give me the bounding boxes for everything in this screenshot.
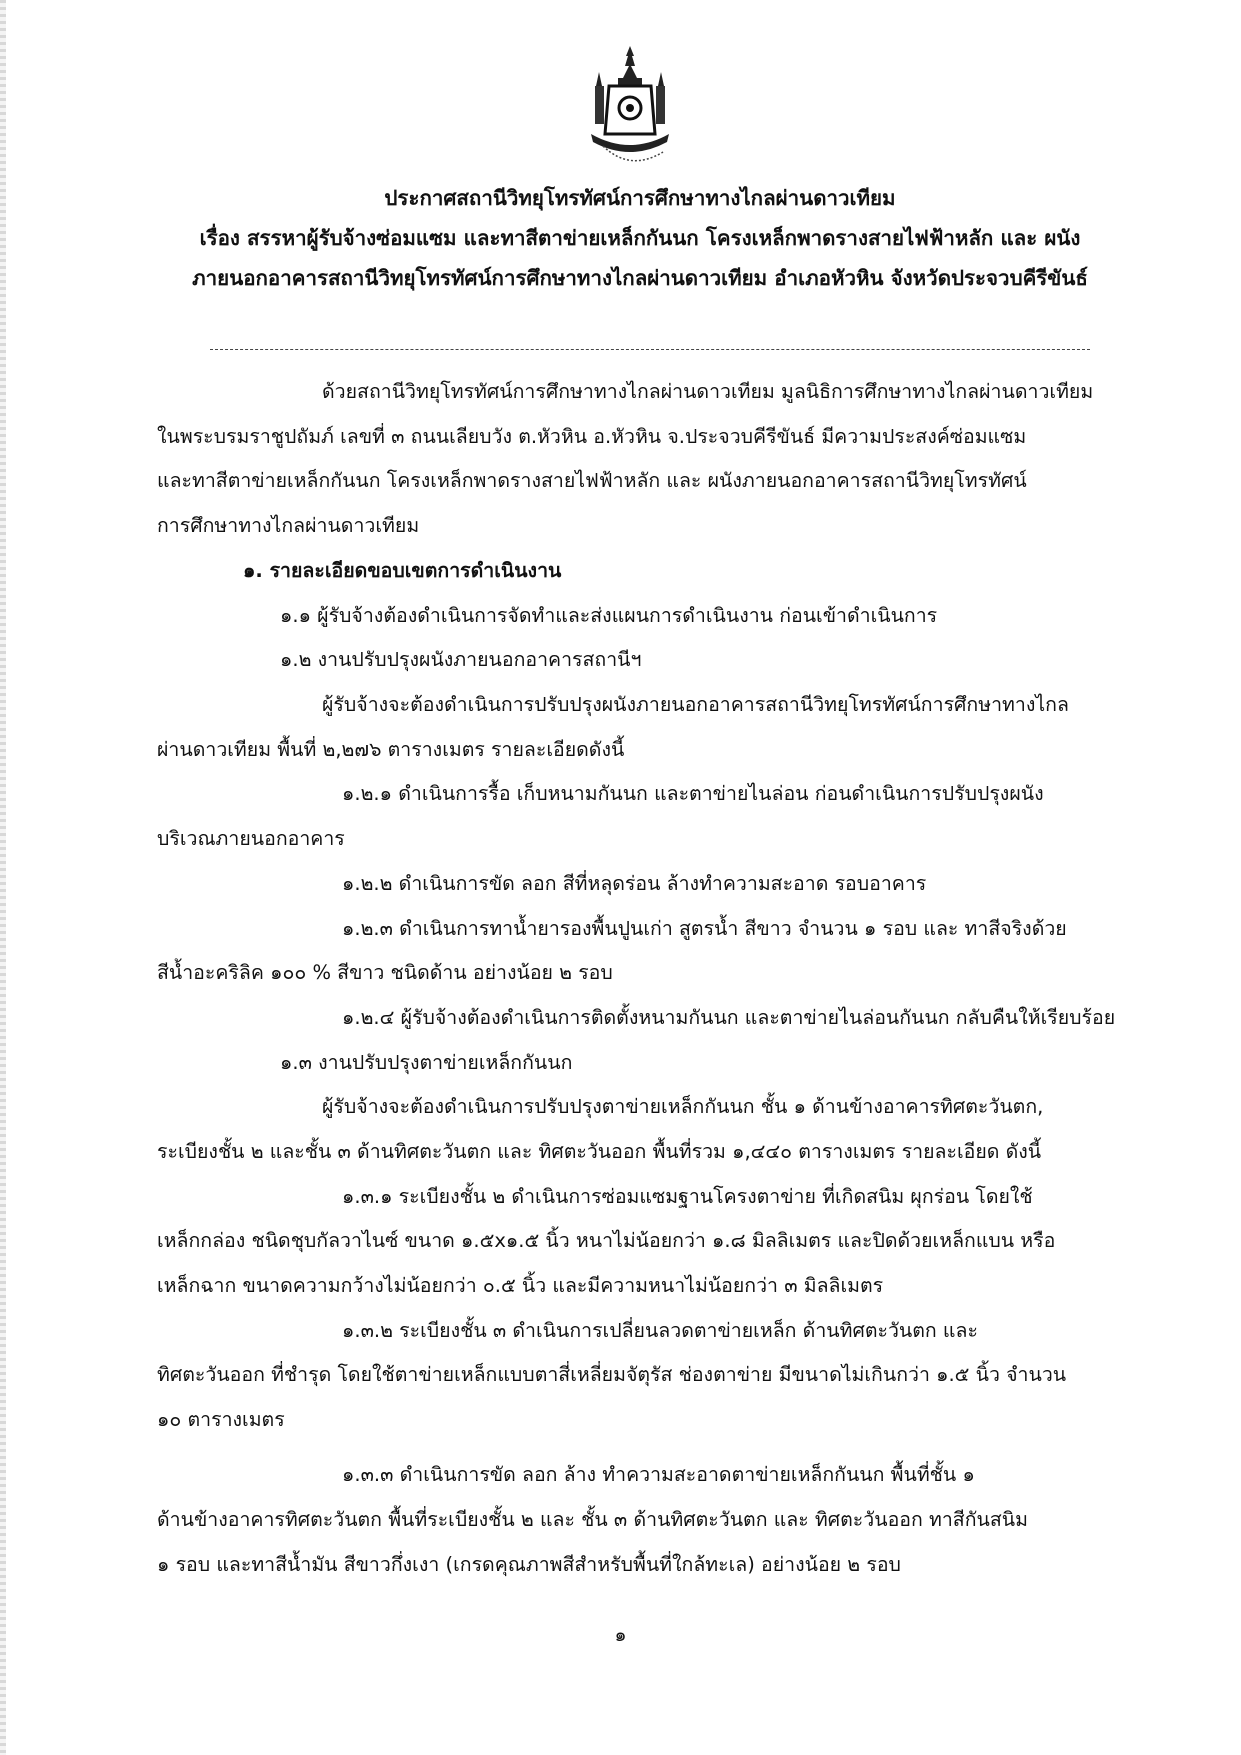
announcement-title: ประกาศสถานีวิทยุโทรทัศน์การศึกษาทางไกลผ่านดาวเทียม: [384, 186, 896, 210]
item-1-2-4: ๑.๒.๔ ผู้รับจ้างต้องดำเนินการติดตั้งหนามกันนก และตาข่ายไนล่อนกันนก กลับคืนให้เรียบร้อย: [342, 1006, 1116, 1029]
item-1-2-desc-line: ผ่านดาวเทียม พื้นที่ ๒,๒๗๖ ตารางเมตร รายละเอียดดังนี้: [157, 738, 625, 761]
item-1-3-3-line: ด้านข้างอาคารทิศตะวันตก พื้นที่ระเบียงชั้น ๒ และ ชั้น ๓ ด้านทิศตะวันตก และ ทิศตะวันออก ทาสีกันสนิม: [157, 1508, 1028, 1531]
item-1-2-3-line: สีน้ำอะคริลิค ๑๐๐ % สีขาว ชนิดด้าน อย่างน้อย ๒ รอบ: [157, 961, 613, 984]
announcement-subject-line-1: เรื่อง สรรหาผู้รับจ้างซ่อมแซม และทาสีตาข่ายเหล็กกันนก โครงเหล็กพาดรางสายไฟฟ้าหลัก และ ผนัง: [199, 226, 1081, 250]
announcement-subject-line-2: ภายนอกอาคารสถานีวิทยุโทรทัศน์การศึกษาทางไกลผ่านดาวเทียม อำเภอหัวหิน จังหวัดประจวบคีรีขันธ์: [192, 266, 1088, 290]
item-1-3-2-line: ๑๐ ตารางเมตร: [157, 1408, 285, 1431]
item-1-1: ๑.๑ ผู้รับจ้างต้องดำเนินการจัดทำและส่งแผนการดำเนินงาน ก่อนเข้าดำเนินการ: [280, 604, 938, 627]
item-1-3-2-line: ทิศตะวันออก ที่ชำรุด โดยใช้ตาข่ายเหล็กแบบตาสี่เหลี่ยมจัตุรัส ช่องตาข่าย มีขนาดไม่เกินกว่า ๑.๕ นิ้ว จำนวน: [157, 1363, 1067, 1386]
item-1-2-3-line: ๑.๒.๓ ดำเนินการทาน้ำยารองพื้นปูนเก่า สูตรน้ำ สีขาว จำนวน ๑ รอบ และ ทาสีจริงด้วย: [342, 917, 1067, 940]
item-1-2-1-line: บริเวณภายนอกอาคาร: [157, 827, 345, 850]
intro-line: การศึกษาทางไกลผ่านดาวเทียม: [157, 514, 420, 537]
intro-line: และทาสีตาข่ายเหล็กกันนก โครงเหล็กพาดรางสายไฟฟ้าหลัก และ ผนังภายนอกอาคารสถานีวิทยุโทรทัศน์: [157, 469, 1027, 492]
dashed-divider: [210, 349, 1090, 350]
item-1-3-desc-line: ระเบียงชั้น ๒ และชั้น ๓ ด้านทิศตะวันตก และ ทิศตะวันออก พื้นที่รวม ๑,๔๔๐ ตารางเมตร รายละเอียด ดังนี้: [157, 1140, 1042, 1163]
item-1-3-3-line: ๑ รอบ และทาสีน้ำมัน สีขาวกึ่งเงา (เกรดคุณภาพสีสำหรับพื้นที่ใกล้ทะเล) อย่างน้อย ๒ รอบ: [157, 1553, 901, 1576]
item-1-2-desc-line: ผู้รับจ้างจะต้องดำเนินการปรับปรุงผนังภายนอกอาคารสถานีวิทยุโทรทัศน์การศึกษาทางไกล: [322, 693, 1069, 716]
item-1-3-1-line: เหล็กฉาก ขนาดความกว้างไม่น้อยกว่า ๐.๕ นิ้ว และมีความหนาไม่น้อยกว่า ๓ มิลลิเมตร: [157, 1274, 884, 1297]
section-1-heading: ๑. รายละเอียดขอบเขตการดำเนินงาน: [243, 559, 562, 582]
item-1-3-1-line: เหล็กกล่อง ชนิดชุบกัลวาไนซ์ ขนาด ๑.๕x๑.๕ นิ้ว หนาไม่น้อยกว่า ๑.๘ มิลลิเมตร และปิดด้วยเหล็กแบน หรือ: [157, 1229, 1056, 1252]
item-1-2-2: ๑.๒.๒ ดำเนินการขัด ลอก สีที่หลุดร่อน ล้างทำความสะอาด รอบอาคาร: [342, 872, 927, 895]
item-1-3-1-line: ๑.๓.๑ ระเบียงชั้น ๒ ดำเนินการซ่อมแซมฐานโครงตาข่าย ที่เกิดสนิม ผุกร่อน โดยใช้: [342, 1185, 1033, 1208]
page-number: ๑: [614, 1624, 627, 1646]
intro-line: ในพระบรมราชูปถัมภ์ เลขที่ ๓ ถนนเลียบวัง ต.หัวหิน อ.หัวหิน จ.ประจวบคีรีขันธ์ มีความประสงค์ซ่อมแซม: [157, 425, 1027, 448]
royal-crown-emblem-icon: [585, 42, 675, 177]
item-1-3-desc-line: ผู้รับจ้างจะต้องดำเนินการปรับปรุงตาข่ายเหล็กกันนก ชั้น ๑ ด้านข้างอาคารทิศตะวันตก,: [322, 1095, 1044, 1118]
item-1-2: ๑.๒ งานปรับปรุงผนังภายนอกอาคารสถานีฯ: [280, 648, 642, 671]
intro-line: ด้วยสถานีวิทยุโทรทัศน์การศึกษาทางไกลผ่านดาวเทียม มูลนิธิการศึกษาทางไกลผ่านดาวเทียม: [322, 380, 1094, 403]
item-1-3-2-line: ๑.๓.๒ ระเบียงชั้น ๓ ดำเนินการเปลี่ยนลวดตาข่ายเหล็ก ด้านทิศตะวันตก และ: [342, 1319, 978, 1342]
item-1-2-1-line: ๑.๒.๑ ดำเนินการรื้อ เก็บหนามกันนก และตาข่ายไนล่อน ก่อนดำเนินการปรับปรุงผนัง: [342, 782, 1044, 805]
item-1-3-3-line: ๑.๓.๓ ดำเนินการขัด ลอก ล้าง ทำความสะอาดตาข่ายเหล็กกันนก พื้นที่ชั้น ๑: [342, 1463, 975, 1486]
scan-edge: [0, 0, 6, 1755]
item-1-3: ๑.๓ งานปรับปรุงตาข่ายเหล็กกันนก: [280, 1051, 573, 1074]
